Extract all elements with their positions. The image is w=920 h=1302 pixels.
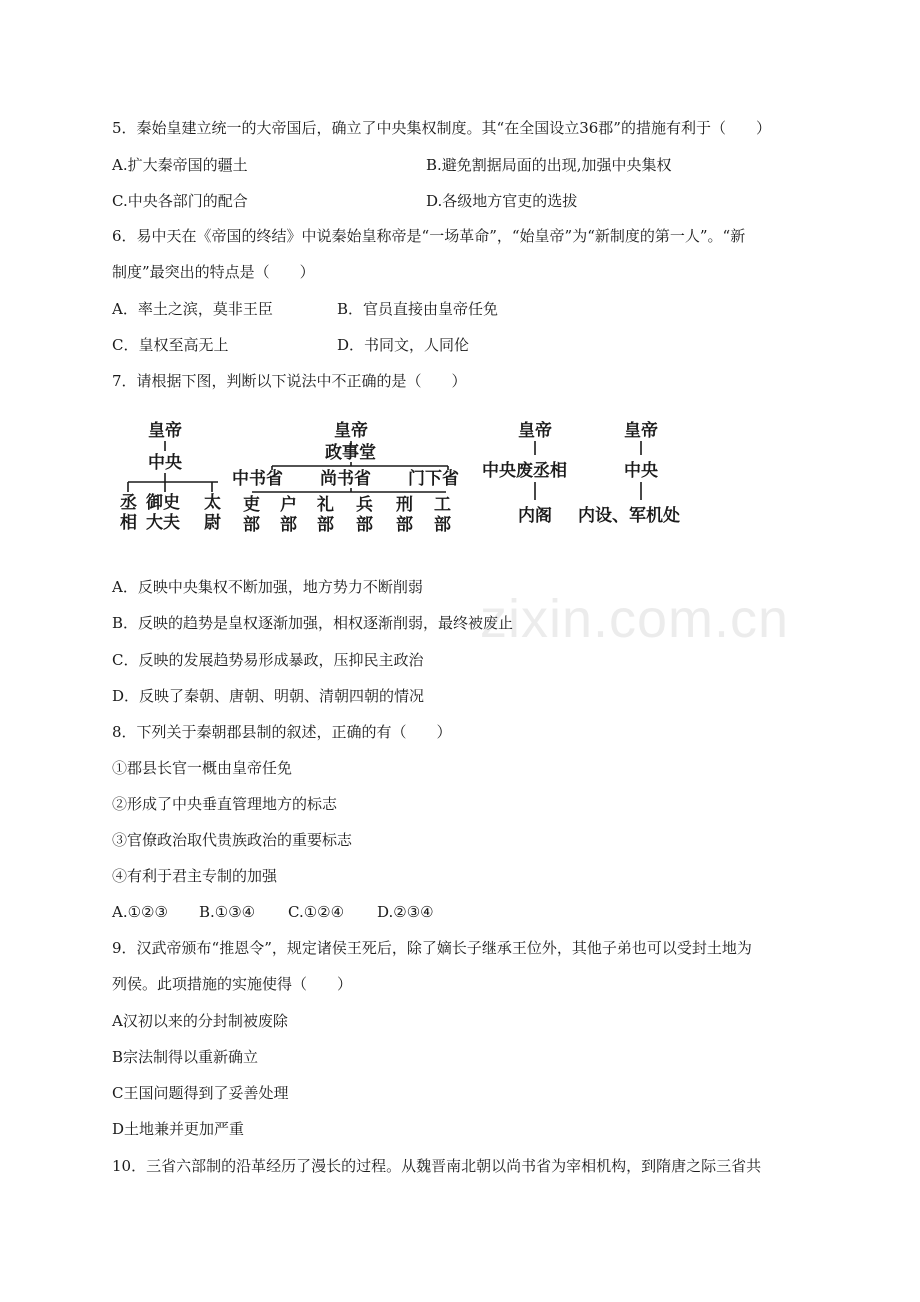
q8-statement-2: ②形成了中央垂直管理地方的标志 <box>112 795 338 813</box>
q5-stem: 5．秦始皇建立统一的大帝国后，确立了中央集权制度。其“在全国设立36郡”的措施有利于（ ） <box>112 119 771 137</box>
q8-statement-3: ③官僚政治取代贵族政治的重要标志 <box>112 831 353 849</box>
q7-stem: 7．请根据下图，判断以下说法中不正确的是（ ） <box>112 372 467 390</box>
qing-structure <box>578 420 680 526</box>
tang-menxia: 门下省 <box>408 469 459 489</box>
q6-option-b: B．官员直接由皇帝任免 <box>337 300 499 318</box>
q7-option-a: A．反映中央集权不断加强，地方势力不断削弱 <box>112 578 423 596</box>
q5-option-c: C.中央各部门的配合 <box>112 192 248 210</box>
tang-ministry-works: 工部 <box>434 495 451 535</box>
qin-commander: 太尉 <box>204 493 221 533</box>
tang-emperor: 皇帝 <box>334 421 368 441</box>
government-structure-diagram <box>112 414 702 539</box>
q9-stem-line2: 列侯。此项措施的实施使得（ ） <box>112 975 353 993</box>
qin-chancellor: 丞相 <box>120 493 137 533</box>
q6-option-a: A．率土之滨，莫非王臣 <box>112 300 273 318</box>
q6-option-d: D．书同文，人同伦 <box>337 336 470 354</box>
watermark: zixin.com.cn <box>480 589 790 649</box>
q9-stem-line1: 9．汉武帝颁布“推恩令”，规定诸侯王死后，除了嫡长子继承王位外，其他子弟也可以受封土地为 <box>112 939 752 957</box>
tang-ministry-rites: 礼部 <box>317 495 334 535</box>
qin-central: 中央 <box>148 453 182 473</box>
q5-option-d: D.各级地方官吏的选拔 <box>426 192 578 210</box>
q9-option-a: A汉初以来的分封制被废除 <box>112 1012 288 1030</box>
q7-option-d: D．反映了秦朝、唐朝、明朝、清朝四朝的情况 <box>112 687 425 705</box>
ming-emperor: 皇帝 <box>518 421 552 441</box>
q7-option-b: B．反映的趋势是皇权逐渐加强，相权逐渐削弱，最终被废止 <box>112 614 514 632</box>
q6-stem-line1: 6．易中天在《帝国的终结》中说秦始皇称帝是“一场革命”，“始皇帝”为“新制度的第一人”。“新 <box>112 227 746 245</box>
tang-ministry-personnel: 吏部 <box>243 495 260 535</box>
q9-option-d: D土地兼并更加严重 <box>112 1120 245 1138</box>
tang-shangshu: 尚书省 <box>320 469 371 489</box>
q5-option-b: B.避免割据局面的出现,加强中央集权 <box>426 156 672 174</box>
qing-grand-council: 内设、军机处 <box>578 506 680 526</box>
q7-option-c: C．反映的发展趋势易形成暴政，压抑民主政治 <box>112 651 424 669</box>
tang-ministry-war: 兵部 <box>356 495 373 535</box>
q9-option-c: C王国问题得到了妥善处理 <box>112 1084 289 1102</box>
q10-stem: 10．三省六部制的沿革经历了漫长的过程。从魏晋南北朝以尚书省为宰相机构，到隋唐之际三省共 <box>112 1157 762 1175</box>
q8-option-a: A.①②③ <box>112 903 168 921</box>
q8-option-d: D.②③④ <box>377 903 434 921</box>
q8-stem: 8．下列关于秦朝郡县制的叙述，正确的有（ ） <box>112 723 452 741</box>
q8-option-c: C.①②④ <box>288 903 345 921</box>
ming-central: 中央废丞相 <box>482 461 567 481</box>
qin-emperor: 皇帝 <box>148 421 182 441</box>
qin-structure <box>120 420 221 533</box>
qing-central: 中央 <box>624 461 658 481</box>
q8-statement-1: ①郡县长官一概由皇帝任免 <box>112 759 293 777</box>
tang-structure <box>232 420 459 535</box>
ming-structure <box>482 420 567 526</box>
q9-option-b: B宗法制得以重新确立 <box>112 1048 259 1066</box>
tang-ministry-revenue: 户部 <box>280 495 297 535</box>
tang-policy-hall: 政事堂 <box>325 443 376 463</box>
ming-grand-secretariat: 内阁 <box>518 506 552 526</box>
tang-zhongshu: 中书省 <box>232 469 283 489</box>
q5-option-a: A.扩大秦帝国的疆土 <box>112 156 248 174</box>
tang-ministry-justice: 刑部 <box>396 495 413 535</box>
qing-emperor: 皇帝 <box>624 421 658 441</box>
q6-option-c: C．皇权至高无上 <box>112 336 229 354</box>
q6-stem-line2: 制度”最突出的特点是（ ） <box>112 263 315 281</box>
q8-statement-4: ④有利于君主专制的加强 <box>112 867 278 885</box>
qin-censor: 御史大夫 <box>146 493 180 533</box>
q8-option-b: B.①③④ <box>199 903 256 921</box>
